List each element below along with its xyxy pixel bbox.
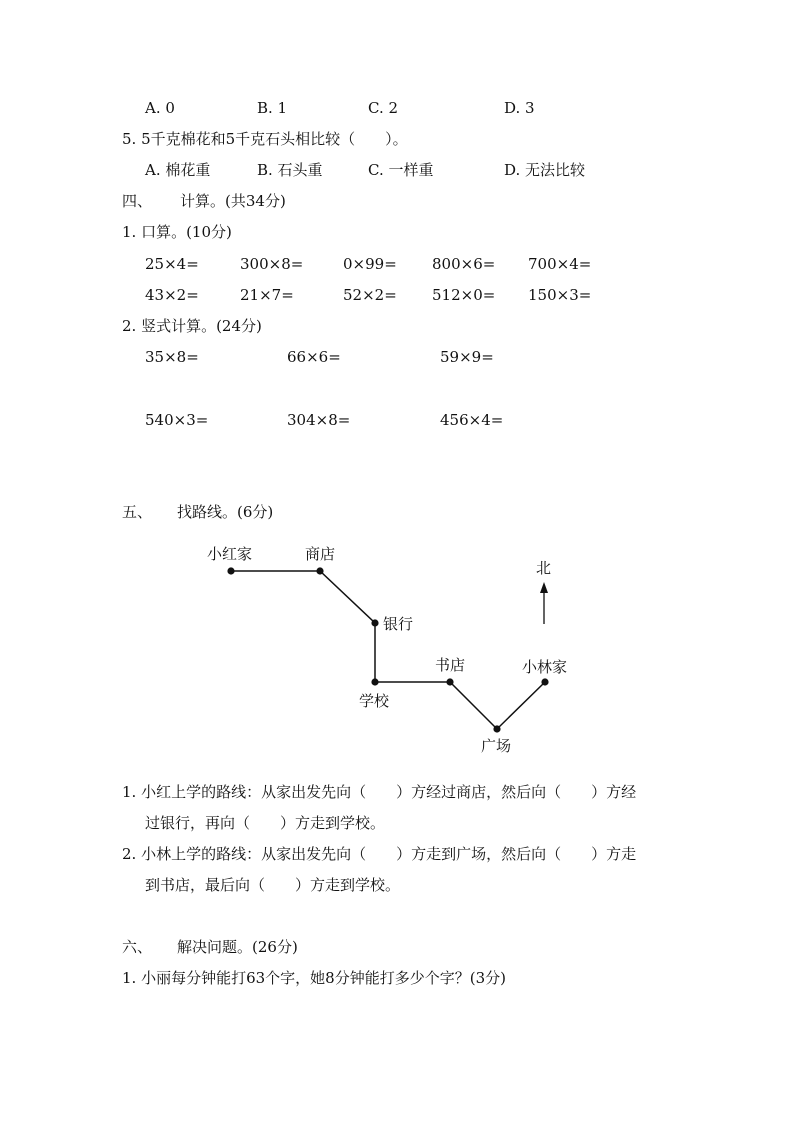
oral-problem: 52×2= [343,286,397,304]
label-xiaohong-home: 小红家 [207,545,253,563]
q5-option-a: A. 棉花重 [145,161,211,179]
section6-title: 解决问题。(26分) [177,938,298,956]
label-bank: 银行 [383,615,414,633]
section4-number: 四、 [122,192,153,210]
oral-problem: 700×4= [528,255,592,273]
route-question-1-line1: 1. 小红上学的路线：从家出发先向（ ）方经过商店，然后向（ ）方经 [122,783,637,801]
oral-problem: 800×6= [432,255,496,273]
written-problem: 59×9= [440,348,494,366]
written-problem: 66×6= [287,348,341,366]
written-problem: 540×3= [145,411,209,429]
q5-text: 5. 5千克棉花和5千克石头相比较（ ）。 [122,130,408,148]
written-problem: 304×8= [287,411,351,429]
label-bookstore: 书店 [435,656,466,674]
label-xiaolin-home: 小林家 [522,658,568,676]
oral-problem: 512×0= [432,286,496,304]
section5-title: 找路线。(6分) [177,503,274,521]
q5-option-d: D. 无法比较 [504,161,586,179]
section4-title: 计算。(共34分) [180,192,286,210]
route-question-1-line2: 过银行，再向（ ）方走到学校。 [145,814,386,832]
oral-calc-heading: 1. 口算。(10分) [122,223,232,241]
oral-problem: 300×8= [240,255,304,273]
arrow-up-icon [540,582,548,593]
shop-dot [316,567,323,574]
label-shop: 商店 [305,545,336,563]
route-question-2-line2: 到书店，最后向（ ）方走到学校。 [145,876,401,894]
bookstore-dot [446,678,453,685]
q4-option-d: D. 3 [504,99,535,117]
oral-problem: 25×4= [145,255,199,273]
written-problem: 456×4= [440,411,504,429]
school-dot [371,678,378,685]
oral-problem: 0×99= [343,255,397,273]
written-calc-heading: 2. 竖式计算。(24分) [122,317,262,335]
label-square: 广场 [481,737,512,755]
q4-option-a: A. 0 [145,99,175,117]
oral-problem: 21×7= [240,286,294,304]
route-question-2-line1: 2. 小林上学的路线：从家出发先向（ ）方走到广场，然后向（ ）方走 [122,845,637,863]
label-school: 学校 [359,692,390,710]
section6-number: 六、 [122,938,153,956]
q4-option-b: B. 1 [257,99,288,117]
xiaolin-home-dot [541,678,548,685]
north-arrow [540,582,548,624]
q4-option-c: C. 2 [368,99,399,117]
label-north: 北 [536,559,552,577]
problem-1: 1. 小丽每分钟能打63个字，她8分钟能打多少个字？(3分) [122,969,506,987]
bank-dot [371,619,378,626]
q5-option-c: C. 一样重 [368,161,434,179]
written-problem: 35×8= [145,348,199,366]
xiaohong-home-dot [227,567,234,574]
section5-number: 五、 [122,503,153,521]
oral-problem: 150×3= [528,286,592,304]
square-dot [493,725,500,732]
q5-option-b: B. 石头重 [257,161,323,179]
oral-problem: 43×2= [145,286,199,304]
